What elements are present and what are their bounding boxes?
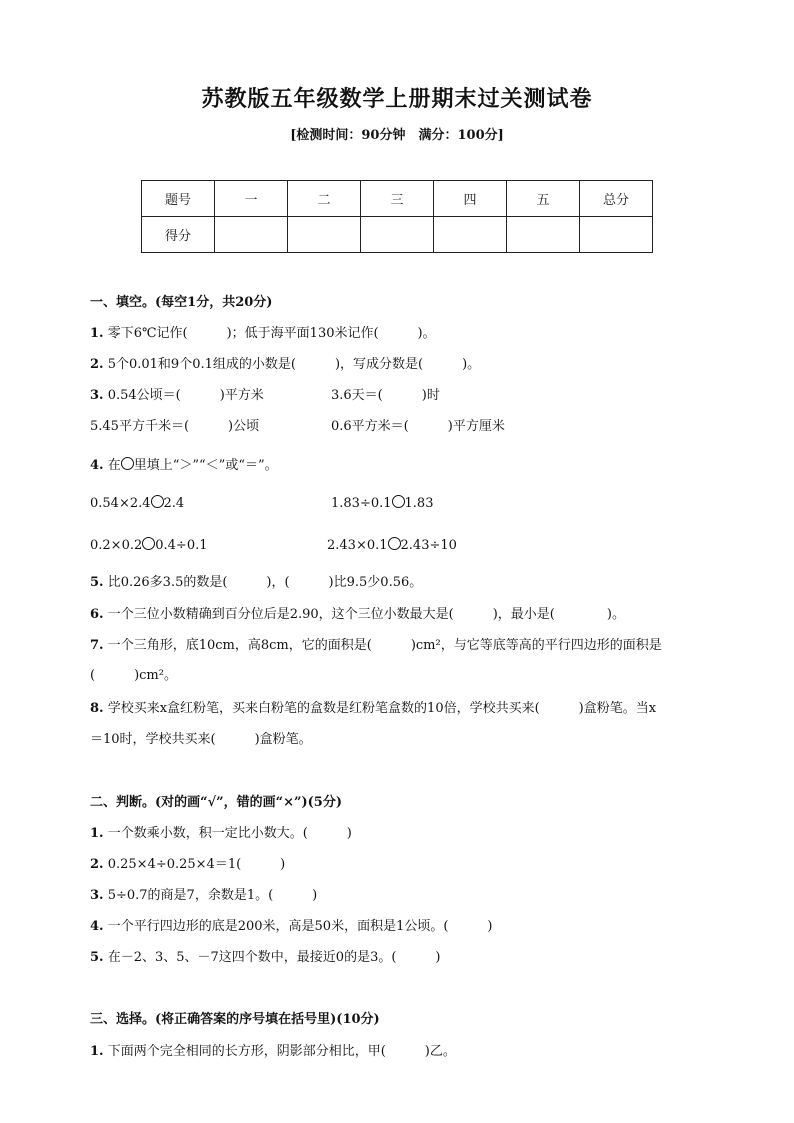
score-cell[interactable] bbox=[580, 217, 653, 253]
compare-circle-icon[interactable] bbox=[392, 495, 405, 508]
compare-right: 2.43÷10 bbox=[400, 538, 457, 553]
question-3-1 bbox=[90, 1040, 456, 1059]
question-1-2 bbox=[90, 353, 480, 372]
question-text: 一个三位小数精确到百分位后是2.90，这个三位小数最大是( )，最小是( )。 bbox=[107, 607, 625, 622]
section1-heading: 一、填空。(每空1分，共20分) bbox=[90, 295, 273, 310]
question-number: 2. bbox=[90, 357, 104, 372]
compare-right: 0.4÷0.1 bbox=[155, 538, 208, 553]
score-header-cell: 四 bbox=[434, 181, 507, 217]
question-text: 比0.26多3.5的数是( )，( )比9.5少0.56。 bbox=[107, 575, 423, 590]
conversion-b: 3.6天＝( )时 bbox=[331, 388, 440, 403]
judge-item bbox=[90, 853, 285, 872]
circle-icon bbox=[121, 457, 134, 470]
question-1-5 bbox=[90, 571, 422, 590]
question-number: 5. bbox=[90, 575, 104, 590]
score-header-cell: 题号 bbox=[142, 181, 215, 217]
question-text: 5÷0.7的商是7，余数是1。( ) bbox=[107, 888, 318, 903]
question-number: 7. bbox=[90, 638, 104, 653]
judge-item bbox=[90, 946, 441, 965]
question-text: 在 bbox=[107, 458, 121, 473]
compare-right: 1.83 bbox=[404, 496, 434, 511]
question-1-8 bbox=[90, 697, 656, 716]
question-text: 0.25×4÷0.25×4＝1( ) bbox=[107, 857, 286, 872]
question-text: 一个平行四边形的底是200米，高是50米，面积是1公顷。( ) bbox=[107, 919, 493, 934]
compare-circle-icon[interactable] bbox=[388, 537, 401, 550]
question-number: 6. bbox=[90, 607, 104, 622]
compare-left: 1.83÷0.1 bbox=[331, 496, 392, 511]
judge-item bbox=[90, 915, 493, 934]
question-1-6 bbox=[90, 603, 625, 622]
compare-c bbox=[90, 537, 208, 553]
score-header-cell: 五 bbox=[507, 181, 580, 217]
question-text: 零下6℃记作( )；低于海平面130米记作( )。 bbox=[107, 326, 436, 341]
conversion-d: 0.6平方米＝( )平方厘米 bbox=[331, 419, 505, 434]
score-header-cell: 总分 bbox=[580, 181, 653, 217]
question-number: 1. bbox=[90, 1044, 104, 1059]
question-text: 一个三角形，底10cm，高8cm，它的面积是( )cm²，与它等底等高的平行四边形的面积是 bbox=[107, 638, 662, 653]
question-number: 2. bbox=[90, 857, 104, 872]
conversion-a: 0.54公顷＝( )平方米 bbox=[107, 388, 264, 403]
section3-heading: 三、选择。(将正确答案的序号填在括号里)(10分) bbox=[90, 1012, 380, 1027]
score-table-score-row bbox=[142, 217, 653, 253]
question-text: 5个0.01和9个0.1组成的小数是( )，写成分数是( )。 bbox=[107, 357, 481, 372]
question-number: 8. bbox=[90, 701, 104, 716]
score-cell[interactable] bbox=[434, 217, 507, 253]
compare-left: 2.43×0.1 bbox=[327, 538, 388, 553]
question-text: 下面两个完全相同的长方形，阴影部分相比，甲( )乙。 bbox=[107, 1044, 456, 1059]
judge-item bbox=[90, 884, 317, 903]
page-title: 苏教版五年级数学上册期末过关测试卷 bbox=[201, 86, 593, 112]
score-header-cell: 一 bbox=[215, 181, 288, 217]
score-table bbox=[141, 180, 653, 253]
section2-heading: 二、判断。(对的画“√”，错的画“×”)(5分) bbox=[90, 795, 342, 810]
question-text: 在－2、3、5、－7这四个数中，最接近0的是3。( ) bbox=[107, 950, 441, 965]
question-number: 1. bbox=[90, 826, 104, 841]
question-number: 5. bbox=[90, 950, 104, 965]
score-table-header-row bbox=[142, 181, 653, 217]
score-header-cell: 二 bbox=[288, 181, 361, 217]
compare-b bbox=[331, 495, 433, 511]
compare-a bbox=[90, 495, 184, 511]
score-cell[interactable] bbox=[288, 217, 361, 253]
question-number: 4. bbox=[90, 458, 104, 473]
question-text: 学校买来x盒红粉笔，买来白粉笔的盒数是红粉笔盒数的10倍，学校共买来( )盒粉笔。当x bbox=[107, 701, 657, 716]
compare-right: 2.4 bbox=[163, 496, 185, 511]
question-1-4 bbox=[90, 454, 278, 473]
conversion-c: 5.45平方千米＝( )公顷 bbox=[90, 419, 260, 434]
compare-left: 0.54×2.4 bbox=[90, 496, 151, 511]
exam-info: [检测时间：90分钟 满分：100分] bbox=[290, 128, 504, 143]
question-number: 1. bbox=[90, 326, 104, 341]
score-cell[interactable] bbox=[361, 217, 434, 253]
question-1-7 bbox=[90, 634, 662, 653]
compare-left: 0.2×0.2 bbox=[90, 538, 143, 553]
question-1-7-cont: ( )cm²。 bbox=[90, 668, 177, 683]
score-cell[interactable] bbox=[215, 217, 288, 253]
score-row-label: 得分 bbox=[142, 217, 215, 253]
question-number: 3. bbox=[90, 388, 104, 403]
question-text: 里填上“＞”“＜”或“＝”。 bbox=[133, 458, 278, 473]
question-text: 一个数乘小数，积一定比小数大。( ) bbox=[107, 826, 352, 841]
question-number: 4. bbox=[90, 919, 104, 934]
compare-circle-icon[interactable] bbox=[142, 537, 155, 550]
question-number: 3. bbox=[90, 888, 104, 903]
score-cell[interactable] bbox=[507, 217, 580, 253]
question-1-1 bbox=[90, 322, 436, 341]
judge-item bbox=[90, 822, 352, 841]
compare-d bbox=[327, 537, 457, 553]
compare-circle-icon[interactable] bbox=[151, 495, 164, 508]
question-1-3 bbox=[90, 384, 264, 403]
score-header-cell: 三 bbox=[361, 181, 434, 217]
question-1-8-cont: ＝10时，学校共买来( )盒粉笔。 bbox=[90, 732, 312, 747]
